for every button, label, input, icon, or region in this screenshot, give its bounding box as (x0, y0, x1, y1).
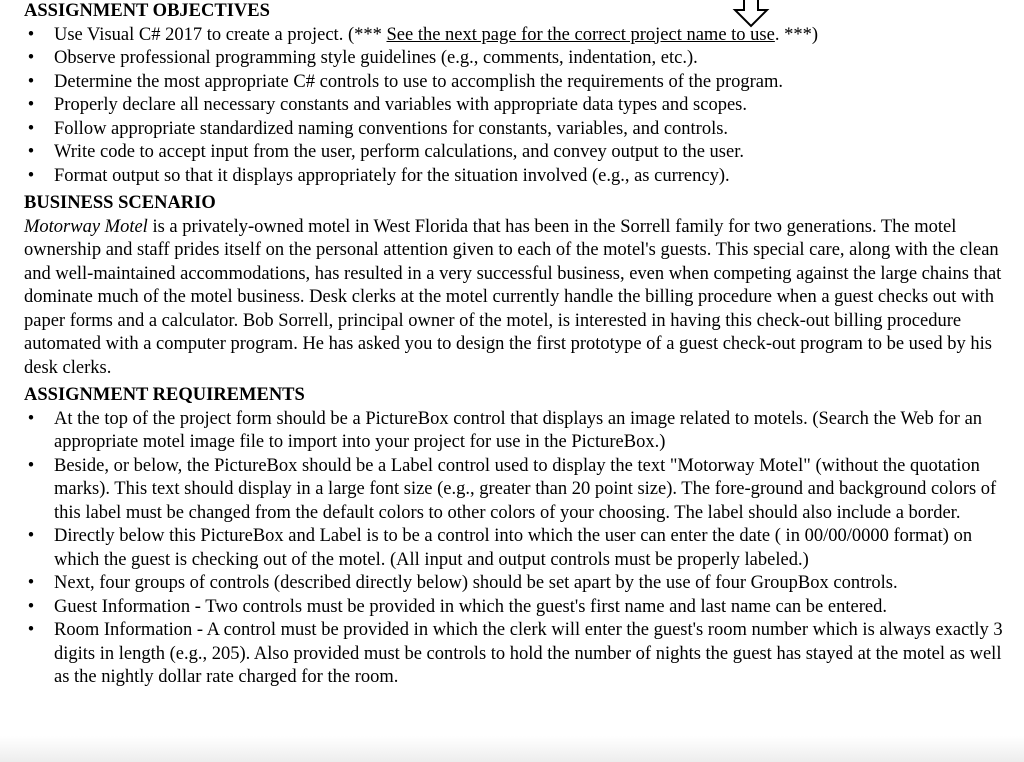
list-item (24, 455, 1014, 526)
bullet: • (27, 95, 35, 115)
list-item (24, 596, 1014, 620)
bullet: • (27, 526, 35, 546)
scenario-section (24, 192, 1014, 380)
list-item (24, 408, 1014, 455)
list-item (24, 24, 1014, 48)
bullet: • (27, 118, 35, 139)
list-item (24, 47, 1014, 71)
list-item (24, 525, 1014, 572)
objective-text: Format output so that it displays appropriately for the situation involved (e.g., as currency). (54, 165, 730, 186)
list-item (24, 165, 1014, 189)
project-name-link[interactable]: See the next page for the correct project name to use (386, 24, 775, 45)
bullet: • (27, 455, 35, 476)
requirement-text: Room Information - A control must be provided in which the clerk will enter the guest's room number which is always exactly 3 digits in length (e.g., 205). Also provided must be controls to hold the number of nights the guest has stayed at the motel as well as the nightly dollar rate charged for the room. (54, 620, 1003, 687)
bullet: • (27, 142, 35, 162)
requirement-text: At the top of the project form should be a PictureBox control that displays an image related to motels. (Search the Web for an appropriate motel image file to import into your project for use in the PictureBox.) (54, 408, 983, 452)
objectives-heading: ASSIGNMENT OBJECTIVES (24, 1, 270, 21)
objectives-section (24, 0, 1014, 188)
bullet: • (27, 408, 35, 429)
objective-text: Observe professional programming style guidelines (e.g., comments, indentation, etc.). (54, 48, 698, 68)
list-item (24, 572, 1014, 596)
bullet: • (27, 596, 35, 617)
scenario-paragraph (24, 216, 1014, 381)
bullet: • (27, 165, 35, 186)
scenario-text: is a privately-owned motel in West Florida that has been in the Sorrell family for two generations. The motel ownership and staff prides itself on the personal attention given to each of the motel's guests. This special care, along with the clean and well-maintained accommodations, has resulted in a very successful business, even when competing against the large chains that dominate much of the motel business. Desk clerks at the motel currently handle the billing procedure when a guest checks out with paper forms and a calculator. Bob Sorrell, principal owner of the motel, is interested in having this check-out billing procedure automated with a computer program. He has asked you to design the first prototype of a guest check-out program to be used by his desk clerks. (24, 216, 1002, 378)
objective-text: Write code to accept input from the user, perform calculations, and convey output to the user. (54, 142, 744, 162)
bottom-fade (0, 736, 1024, 762)
bullet: • (27, 24, 35, 45)
requirements-heading: ASSIGNMENT REQUIREMENTS (24, 385, 305, 405)
requirement-text: Next, four groups of controls (described directly below) should be set apart by the use of four GroupBox controls. (54, 573, 898, 593)
list-item (24, 118, 1014, 142)
list-item (24, 94, 1014, 118)
bullet: • (27, 620, 35, 640)
document-page (24, 0, 1014, 690)
objective-text: Follow appropriate standardized naming conventions for constants, variables, and controls. (54, 118, 729, 139)
objective-text: Determine the most appropriate C# controls to use to accomplish the requirements of the program. (54, 71, 784, 92)
requirement-text: Guest Information - Two controls must be provided in which the guest's first name and last name can be entered. (54, 596, 887, 617)
requirements-list (24, 408, 1014, 690)
objectives-list (24, 24, 1014, 189)
objective-text: Properly declare all necessary constants and variables with appropriate data types and scopes. (54, 95, 747, 115)
motel-name: Motorway Motel (24, 216, 148, 237)
objective-text: . ***) (774, 24, 819, 45)
bullet: • (27, 573, 35, 593)
list-item (24, 619, 1014, 690)
objective-text: Use Visual C# 2017 to create a project. (*** (54, 24, 387, 45)
bullet: • (27, 48, 35, 68)
bullet: • (27, 71, 35, 92)
scenario-heading: BUSINESS SCENARIO (24, 193, 216, 213)
requirements-section (24, 384, 1014, 690)
requirement-text: Directly below this PictureBox and Label is to be a control into which the user can enter the date ( in 00/00/0000 format) on which the guest is checking out of the motel. (All input and output controls must be properly labeled.) (54, 526, 973, 570)
list-item (24, 71, 1014, 95)
list-item (24, 141, 1014, 165)
requirement-text: Beside, or below, the PictureBox should be a Label control used to display the text "Motorway Motel" (without the quotation marks). This text should display in a large font size (e.g., greater than 20 point size). The fore-ground and background colors of this label must be changed from the default colors to other colors of your choosing. The label should also include a border. (54, 455, 997, 523)
